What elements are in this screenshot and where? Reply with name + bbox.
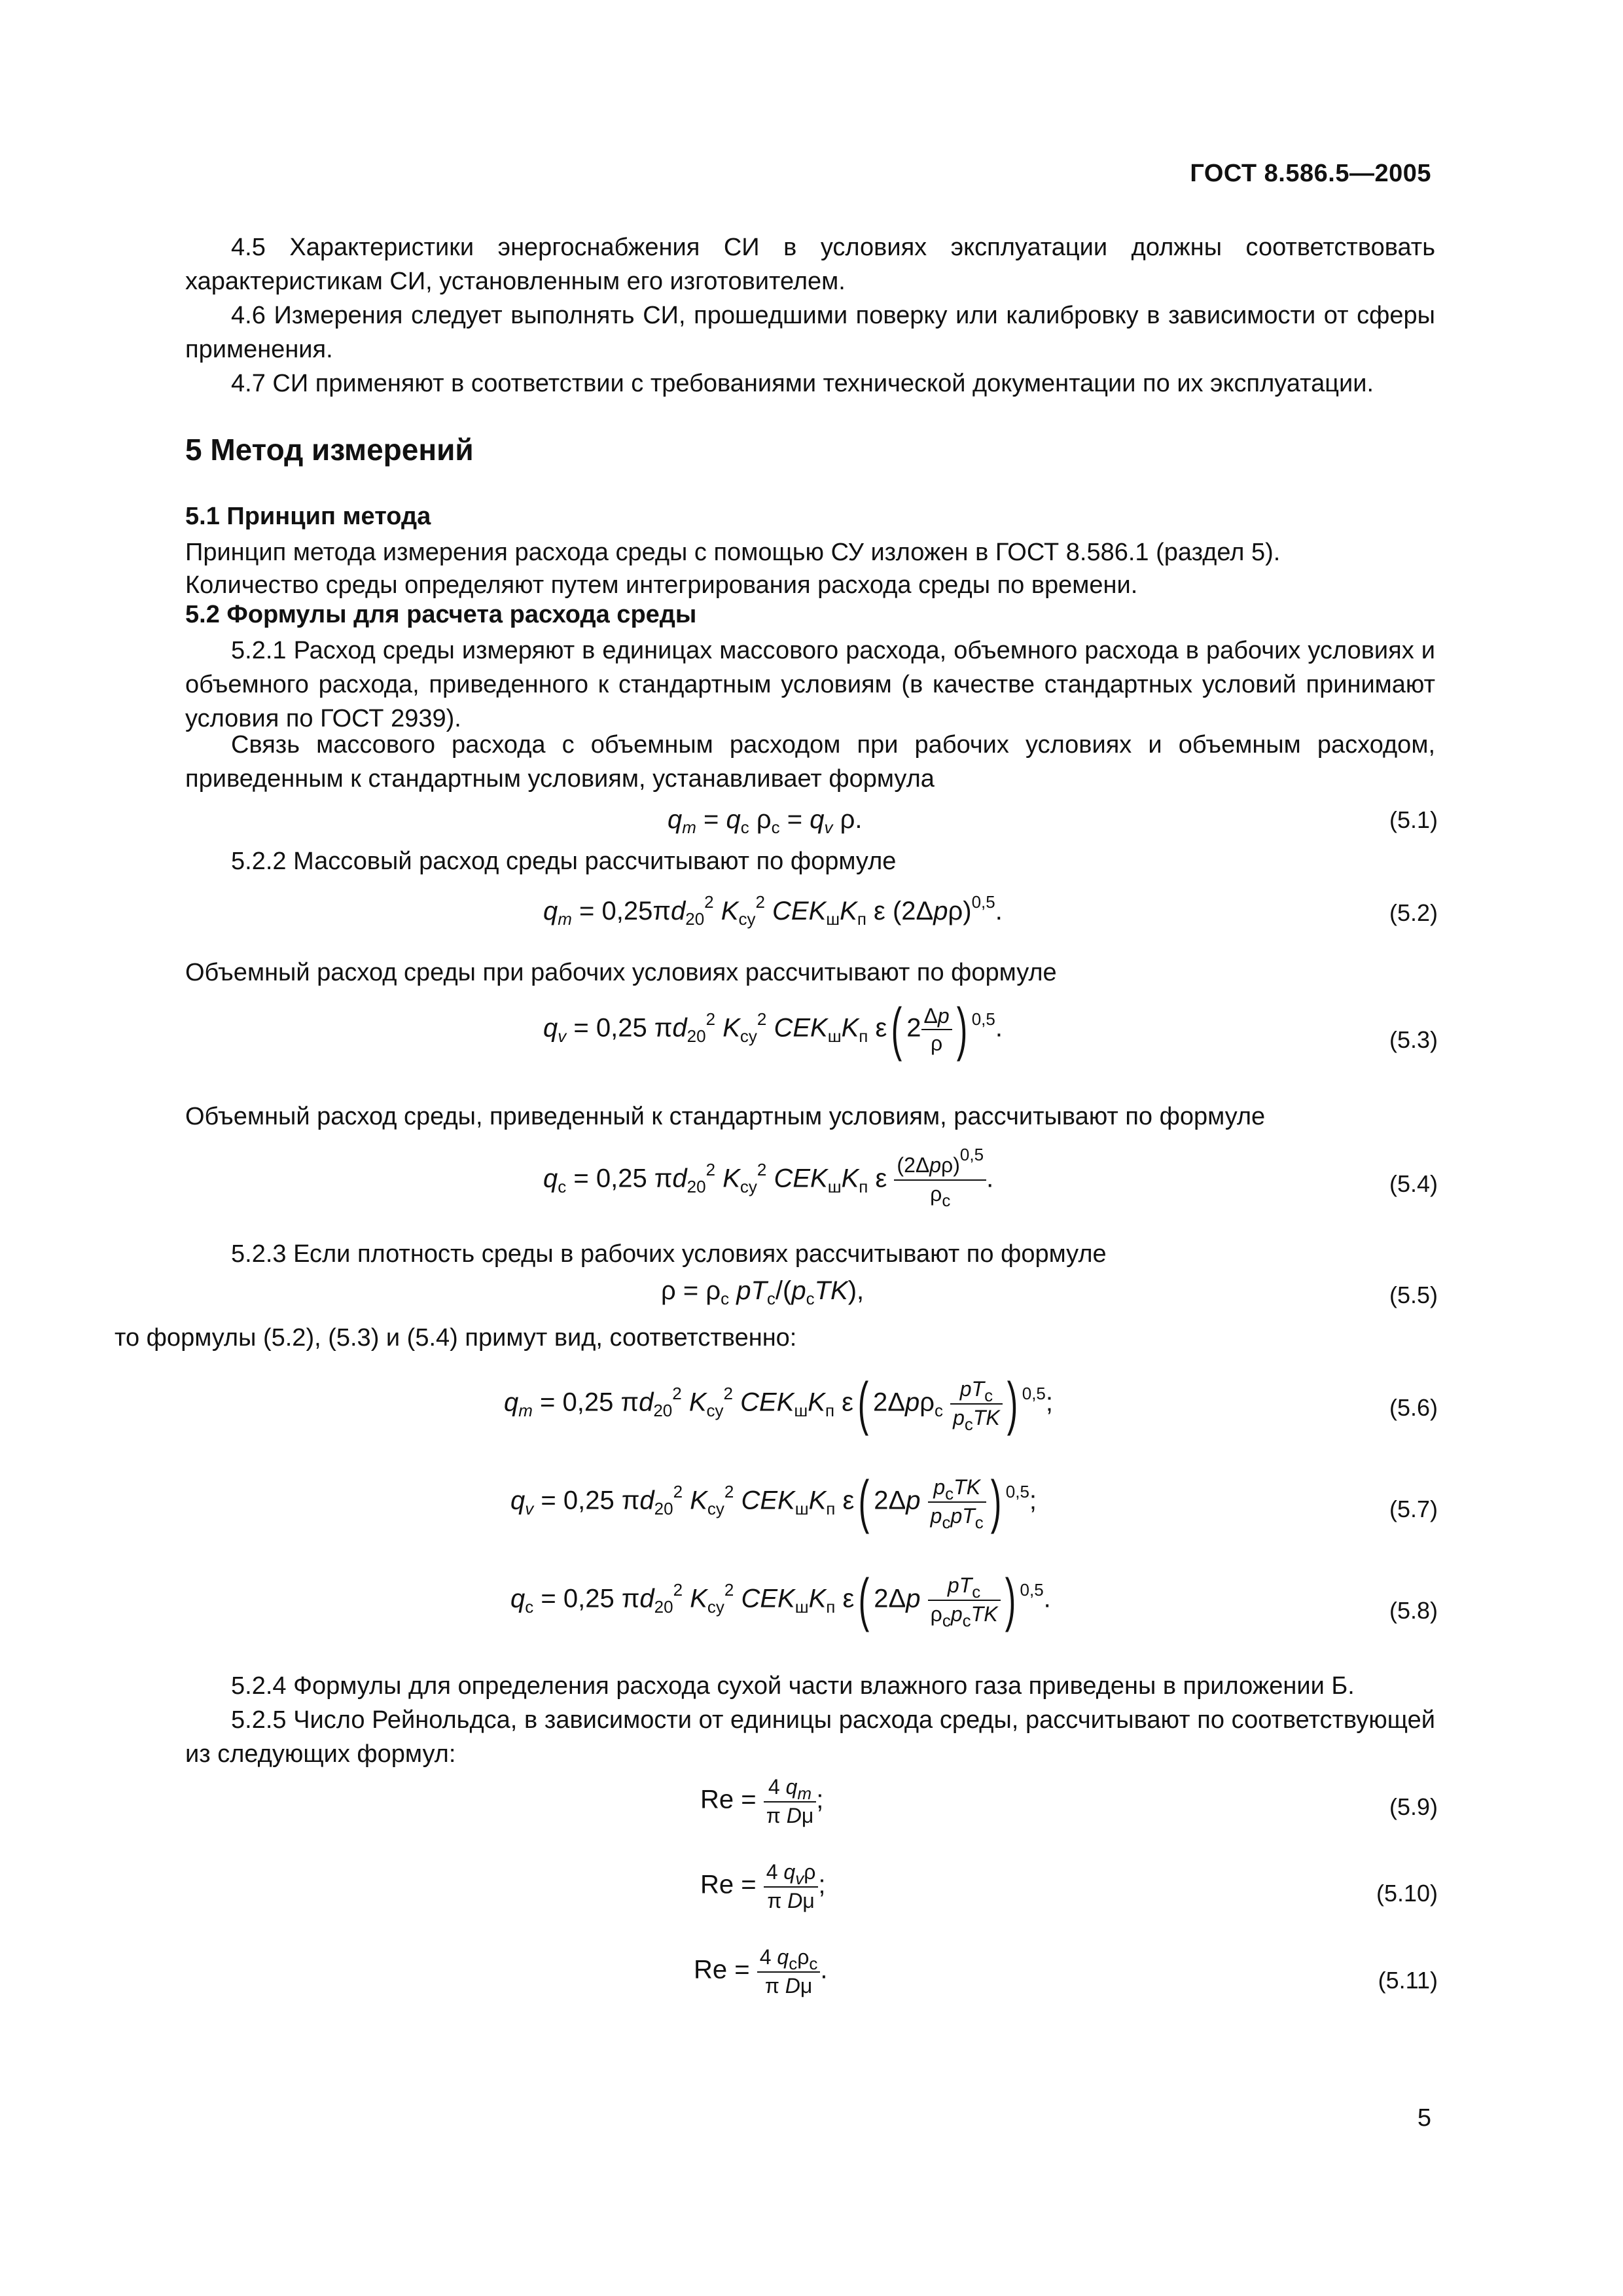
formula-5-1: $q_m = q_с$ $\rho_с = q_v$ ρ. <box>668 805 863 837</box>
paragraph-5-2-3b: то формулы (5.2), (5.3) и (5.4) примут вид, соответственно: <box>115 1324 797 1352</box>
equation-number: (5.9) <box>1389 1793 1438 1820</box>
paragraph-qv-intro: Объемный расход среды при рабочих условиях рассчитывают по формуле <box>185 959 1057 986</box>
paragraph-4-7: 4.7 СИ применяют в соответствии с требованиями технической документации по их эксплуатации. <box>231 370 1374 397</box>
paragraph-5-2-5: 5.2.5 Число Рейнольдса, в зависимости от единицы расхода среды, рассчитывают по соответствующей из следующих формул: <box>185 1706 1435 1768</box>
equation-number: (5.4) <box>1389 1170 1438 1197</box>
paragraph-qc-intro: Объемный расход среды, приведенный к стандартным условиям, рассчитывают по формуле <box>185 1103 1266 1130</box>
paragraph-5-2-1b: Связь массового расхода с объемным расходом при рабочих условиях и объемным расходом, приведенным к стандартным условиям, устанавливает формула <box>185 731 1435 793</box>
paragraph-4-5: 4.5 Характеристики энергоснабжения СИ в условиях эксплуатации должны соответствовать характеристикам СИ, установленным его изготовителем. <box>185 234 1435 295</box>
equation-number: (5.5) <box>1389 1282 1438 1308</box>
paragraph-5-2-4: 5.2.4 Формулы для определения расхода сухой части влажного газа приведены в приложении Б. <box>231 1672 1355 1700</box>
equation-number: (5.6) <box>1389 1394 1438 1421</box>
formula-5-11: Re = $\frac{4 q_с\rho_с}{\text{π Dμ}}$ . <box>694 1945 828 1998</box>
equation-number: (5.11) <box>1378 1967 1438 1994</box>
equation-number: (5.10) <box>1376 1880 1438 1907</box>
formula-5-10: Re = $\frac{4 q_v\rho}{\text{π Dμ}}$ ; <box>700 1860 826 1912</box>
equation-number: (5.3) <box>1389 1026 1438 1053</box>
equation-number: (5.2) <box>1389 899 1438 926</box>
subsection-5-1-title: 5.1 Принцип метода <box>185 503 431 530</box>
section-5-title: 5 Метод измерений <box>185 433 474 467</box>
paragraph-5-1-line2: Количество среды определяют путем интегрирования расхода среды по времени. <box>185 571 1138 599</box>
formula-5-6: $q_m = 0,25$ $\pi d_{20}^2$ $K_{су}^2$ $CEK_шK_п$ ε( 2Δpρ$_с$ $\frac{pT_с}{p_сTK}$ ) $^{0,5}$; <box>504 1371 1054 1437</box>
page-number: 5 <box>1417 2104 1431 2132</box>
equation-number: (5.7) <box>1389 1496 1438 1522</box>
formula-5-9: Re = $\frac{4 q_m}{\text{π Dμ}}$ ; <box>700 1775 824 1827</box>
paragraph-5-2-1: 5.2.1 Расход среды измеряют в единицах массового расхода, объемного расхода в рабочих условиях и объемного расхода, приведенного к стандартным условиям (в качестве стандартных условий принимают условия по ГОСТ 2939). <box>185 637 1435 732</box>
formula-5-8: $q_с = 0,25$ $\pi d_{20}^2$ $K_{су}^2$ $CEK_шK_п$ ε( 2Δp $\frac{pT_с}{\rho_сp_сTK}$ ) $^{0,5}$. <box>510 1568 1051 1633</box>
paragraph-4-6: 4.6 Измерения следует выполнять СИ, прошедшими поверку или калибровку в зависимости от сферы применения. <box>185 302 1435 363</box>
formula-5-4: $q_с = 0,25$ $\pi d_{20}^2$ $K_{су}^2$ $CEK_шK_п$ ε $\frac{(2\Delta p\rho)^{0,5}}{\rho_с}$ . <box>543 1145 994 1210</box>
formula-5-3: $q_v = 0,25$ $\pi d_{20}^2$ $K_{су}^2$ $CEK_шK_п$ ε( 2 $\frac{\Delta p}{\rho}$ ) $^{0,5}$. <box>543 997 1003 1062</box>
paragraph-5-2-3: 5.2.3 Если плотность среды в рабочих условиях рассчитывают по формуле <box>231 1240 1107 1268</box>
equation-number: (5.8) <box>1389 1597 1438 1624</box>
paragraph-5-1-line1: Принцип метода измерения расхода среды с помощью СУ изложен в ГОСТ 8.586.1 (раздел 5). <box>185 539 1281 566</box>
paragraph-5-2-2: 5.2.2 Массовый расход среды рассчитывают по формуле <box>231 848 897 875</box>
formula-5-5: $\rho = \rho_с$ $pT_с/(p_сTK)$, <box>661 1276 865 1308</box>
equation-number: (5.1) <box>1389 806 1438 833</box>
formula-5-2: $q_m = 0,25\pi d_{20}^2$ $K_{су}^2$ $CEK_шK_п$ ε $(2\Delta p\rho)^{0,5}$. <box>543 892 1003 929</box>
subsection-5-2-title: 5.2 Формулы для расчета расхода среды <box>185 601 697 628</box>
document-header: ГОСТ 8.586.5—2005 <box>1190 160 1431 187</box>
formula-5-7: $q_v = 0,25$ $\pi d_{20}^2$ $K_{су}^2$ $CEK_шK_п$ ε( 2Δp $\frac{p_сTK}{p_сpT_с}$ ) $^{0,5}$; <box>510 1469 1037 1535</box>
